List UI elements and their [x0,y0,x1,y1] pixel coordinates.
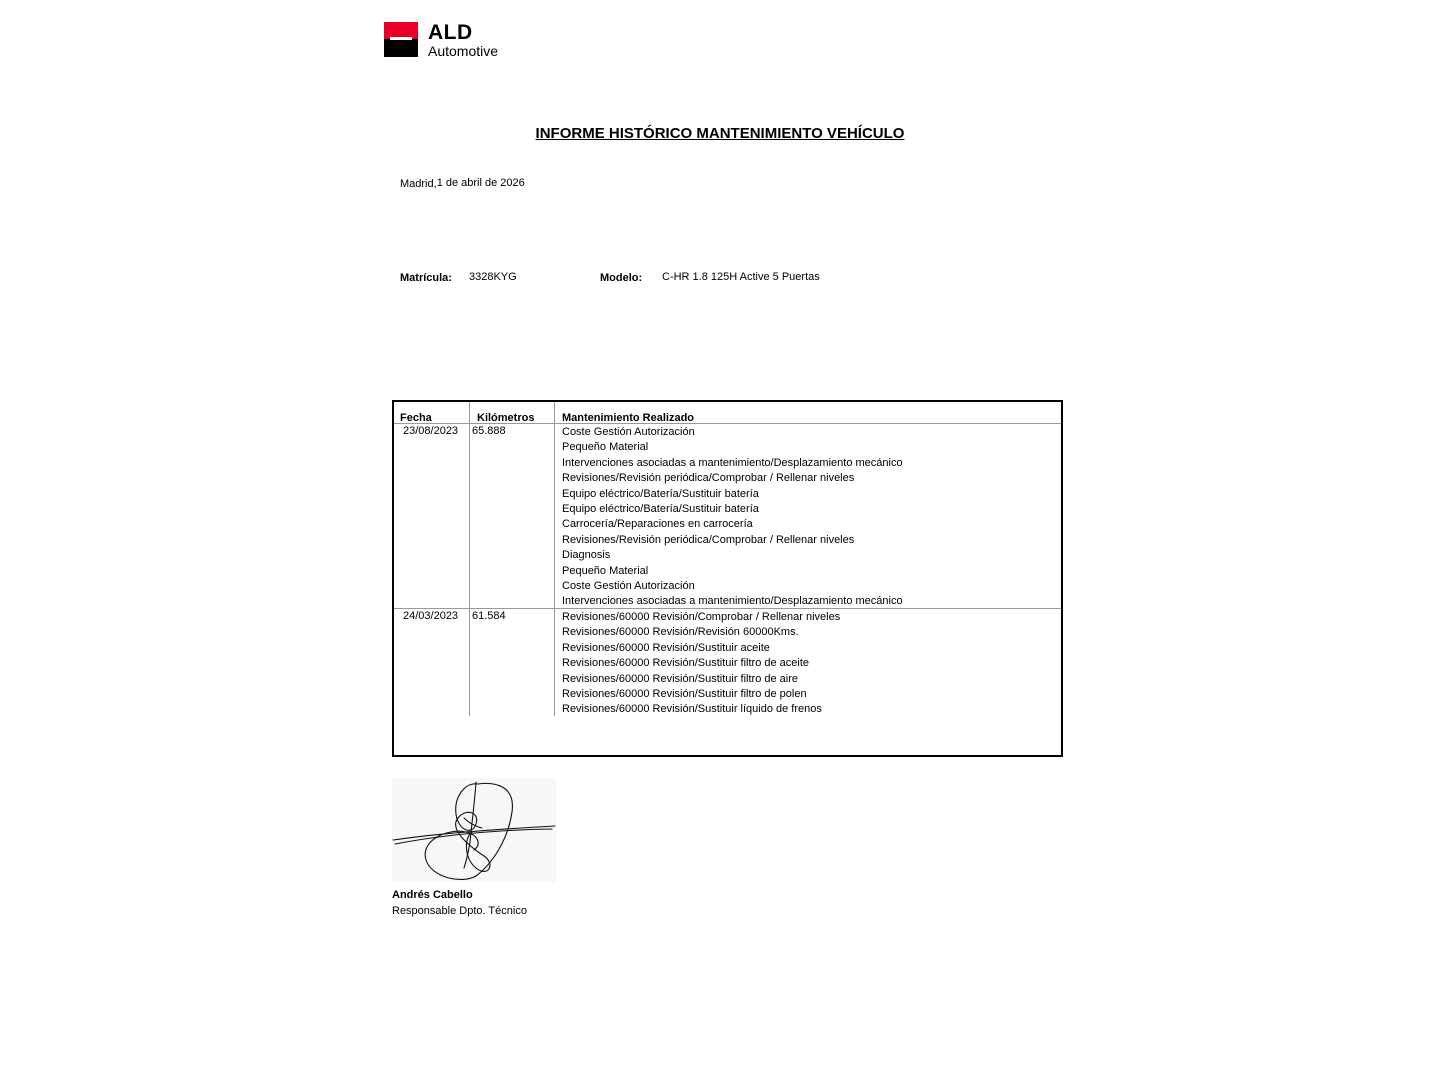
row-2-date: 24/03/2023 [403,610,459,622]
row-1-item-6: Equipo eléctrico/Batería/Sustituir batería [562,503,759,515]
header-date: Fecha [400,412,432,424]
row-1-item-5: Equipo eléctrico/Batería/Sustituir batería [562,487,759,500]
signature-image [392,778,556,882]
signer-role: Responsable Dpto. Técnico [392,905,527,917]
row-2-item-3: Revisiones/60000 Revisión/Sustituir aceite [562,641,770,654]
row-1-item-2: Pequeño Material [562,441,649,454]
row-1-item-12: Intervenciones asociadas a mantenimiento/Desplazamiento mecánico [562,595,903,608]
row-2-item-7: Revisiones/60000 Revisión/Sustituir líquido de frenos [562,703,822,716]
header-km: Kilómetros [477,412,535,424]
row-1-item-10: Pequeño Material [562,564,649,577]
row-1-item-8: Revisiones/Revisión periódica/Comprobar / Rellenar niveles [562,533,855,546]
logo-brand: ALD [428,21,473,44]
row-2-item-1: Revisiones/60000 Revisión/Comprobar / Rellenar niveles [562,611,841,623]
row-2-item-6: Revisiones/60000 Revisión/Sustituir filtro de polen [562,688,807,700]
row-1-item-7: Carrocería/Reparaciones en carrocería [562,518,753,531]
header-work: Mantenimiento Realizado [562,412,695,424]
place: Madrid, [400,178,437,190]
column-divider-2 [554,402,555,716]
row-1-km: 65.888 [472,425,506,437]
row-1-item-1: Coste Gestión Autorización [562,426,695,438]
maintenance-table [392,400,1063,757]
signer-name: Andrés Cabello [392,889,473,901]
row-2-item-5: Revisiones/60000 Revisión/Sustituir filtro de aire [562,672,799,685]
plate-label: Matrícula: [400,272,452,284]
row-1-item-3: Intervenciones asociadas a mantenimiento/Desplazamiento mecánico [562,456,903,469]
row-1-item-11: Coste Gestión Autorización [562,580,695,592]
model-value: C-HR 1.8 125H Active 5 Puertas [662,271,820,283]
model-label: Modelo: [600,272,643,284]
report-date: 1 de abril de 2026 [436,177,525,189]
report-title: INFORME HISTÓRICO MANTENIMIENTO VEHÍCULO [535,125,905,142]
column-divider-1 [469,402,470,716]
logo-subtitle: Automotive [428,43,499,59]
row-1-date: 23/08/2023 [403,425,459,437]
place-date [400,178,525,190]
ald-logo [384,22,514,60]
row-2-km: 61.584 [472,610,506,622]
signature-icon [392,778,556,882]
row-2-item-4: Revisiones/60000 Revisión/Sustituir filtro de aceite [562,657,810,670]
row-2-item-2: Revisiones/60000 Revisión/Revisión 60000Kms. [562,626,799,639]
ald-logo-mark [384,22,418,57]
plate-value: 3328KYG [469,271,517,283]
row-1-item-4: Revisiones/Revisión periódica/Comprobar / Rellenar niveles [562,472,855,485]
row-1-item-9: Diagnosis [562,549,611,562]
